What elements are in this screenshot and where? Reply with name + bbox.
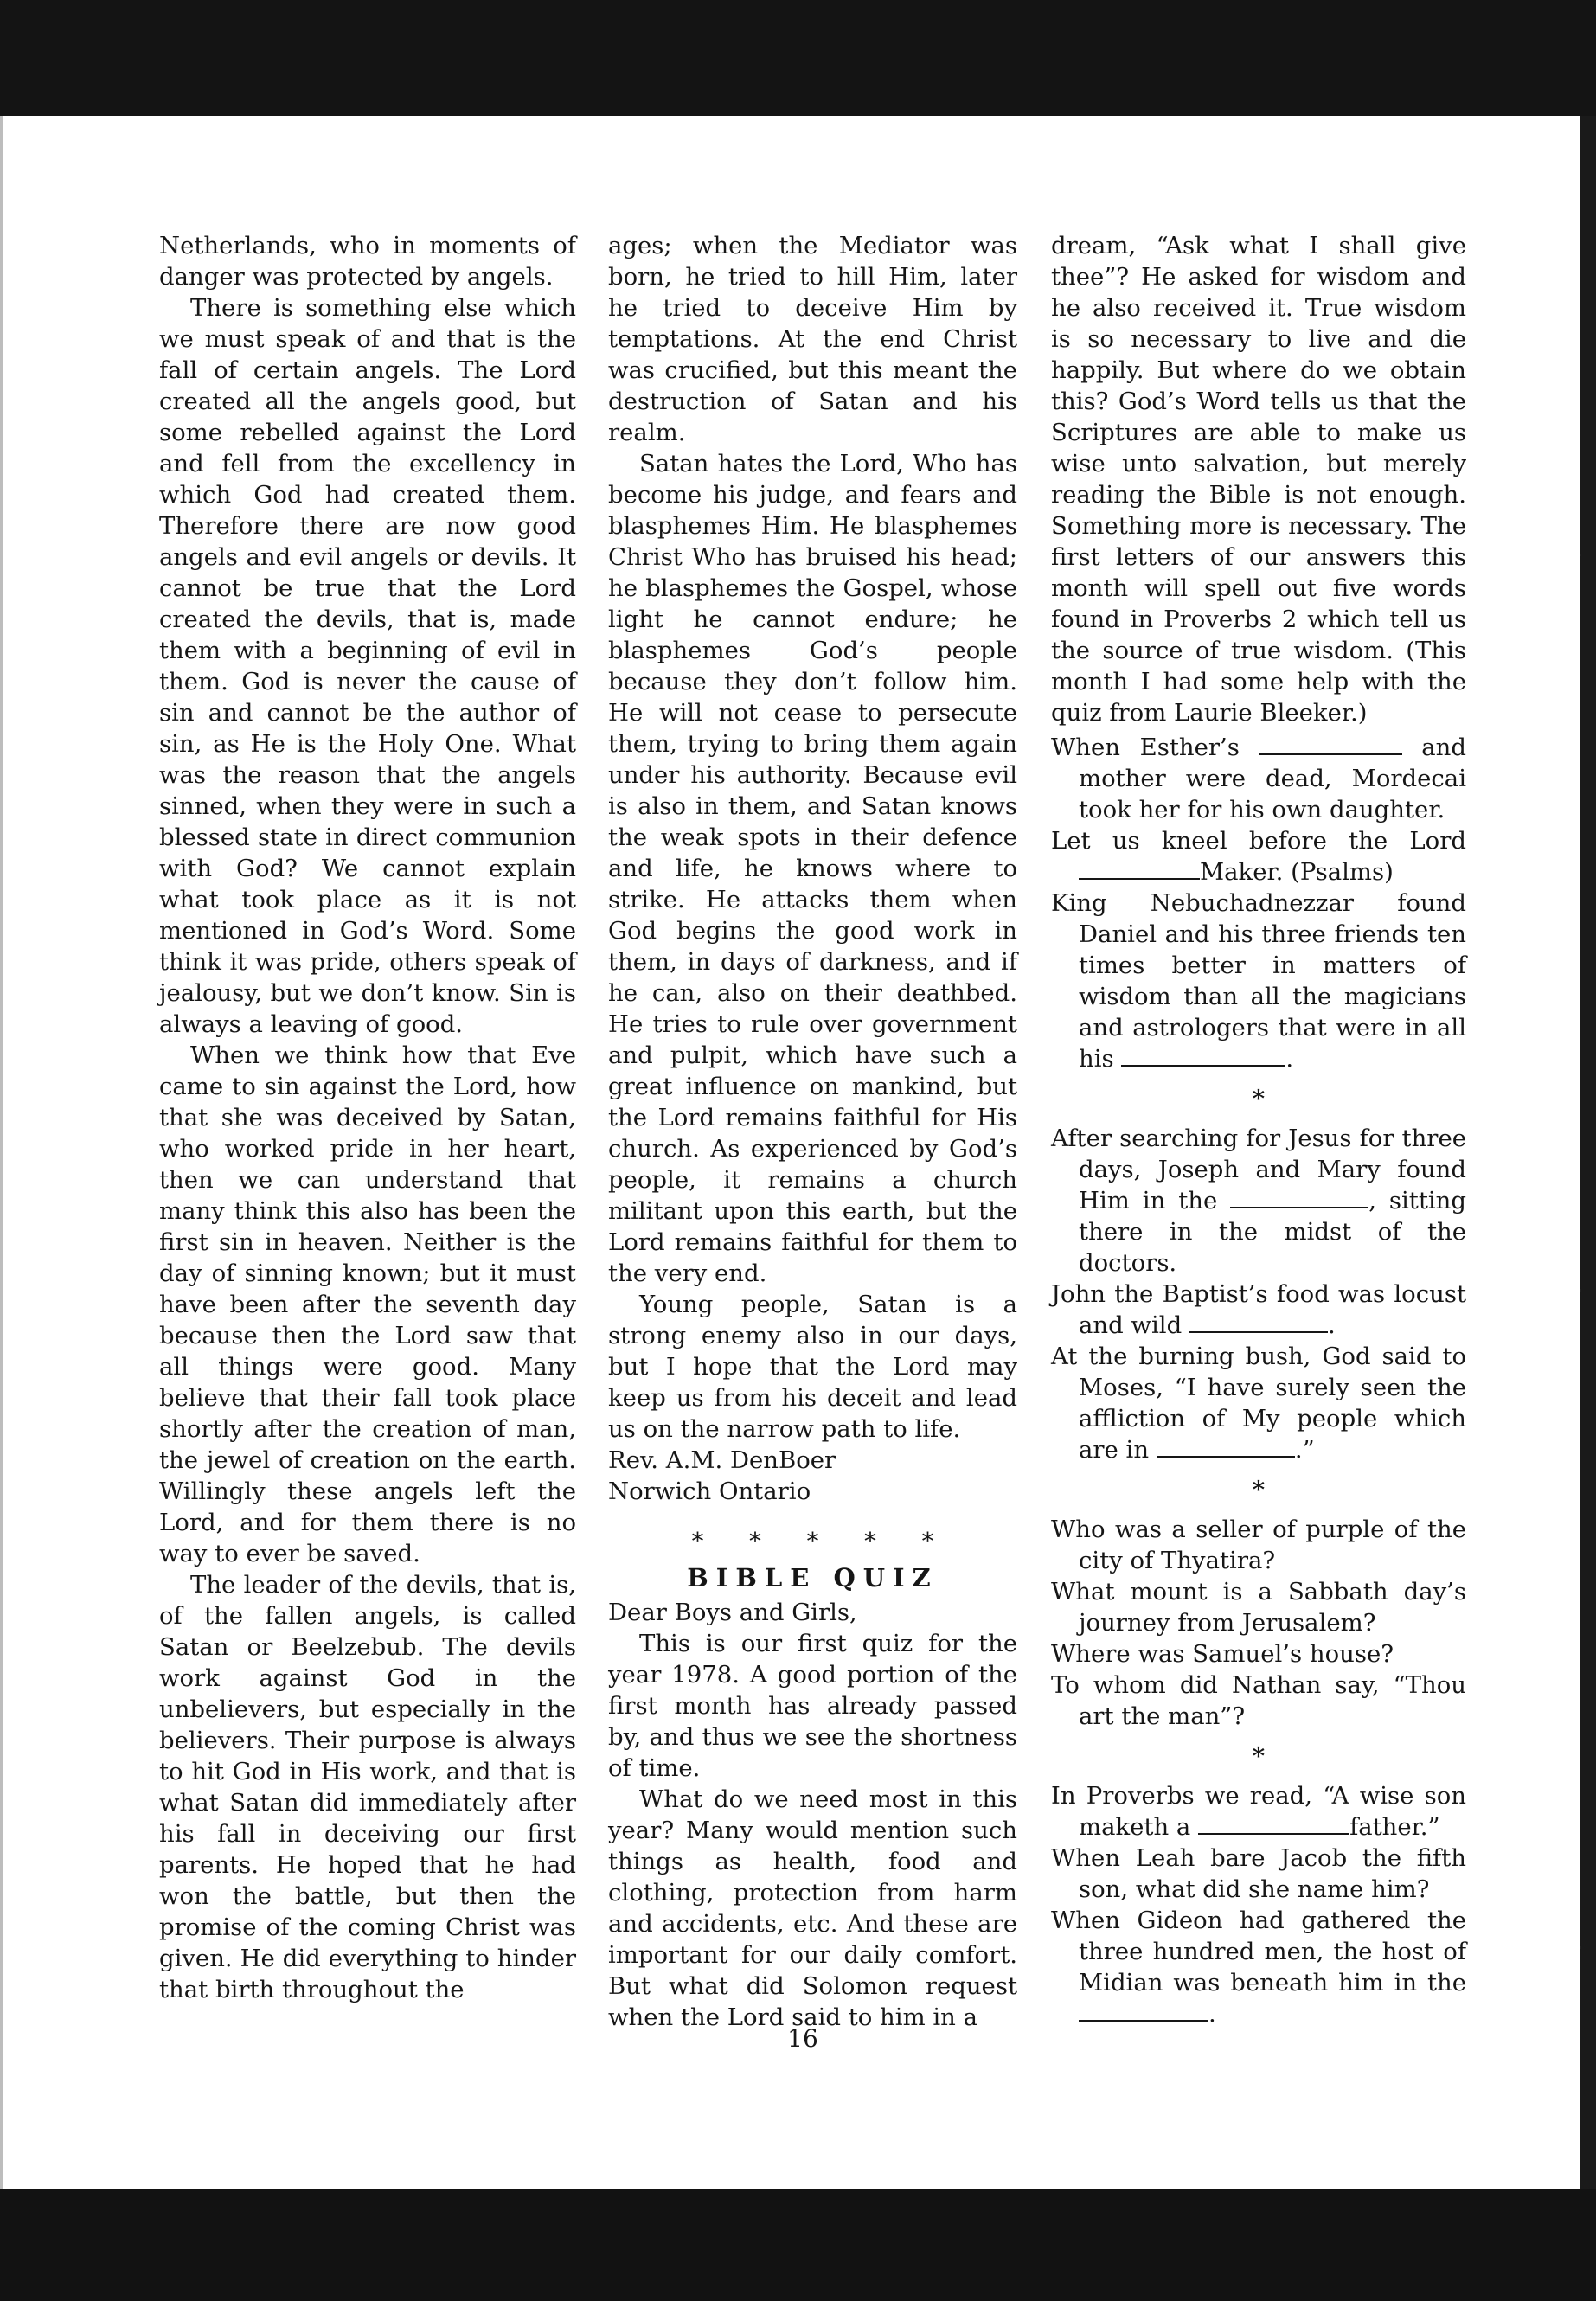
quiz-question: Where was Samuel’s house? bbox=[1051, 1640, 1394, 1668]
quiz-question bbox=[1051, 1123, 1466, 1279]
answer-blank bbox=[1259, 734, 1402, 755]
answer-blank bbox=[1189, 1312, 1328, 1333]
quiz-paragraph: What do we need most in this year? Many would mention such things as health, food and clothing, protection from harm and accidents, etc. And these are important for our daily comfort. But what did Solomon request when the Lord said to him in a bbox=[608, 1785, 1017, 2031]
question-separator: * bbox=[1252, 1085, 1266, 1112]
question-text: When Esther’s bbox=[1051, 734, 1240, 761]
article-paragraph: Netherlands, who in moments of danger was protected by angels. bbox=[159, 232, 576, 291]
question-text: Let us kneel before the Lord bbox=[1051, 827, 1466, 855]
question-text: Maker. (Psalms) bbox=[1200, 858, 1394, 886]
magazine-page bbox=[3, 116, 1580, 2189]
question-separator: * bbox=[1252, 1742, 1266, 1770]
column-right bbox=[1051, 230, 1466, 2029]
author-signature: Rev. A.M. DenBoer bbox=[608, 1446, 836, 1474]
question-period: . bbox=[1208, 2000, 1216, 2028]
quiz-salutation: Dear Boys and Girls, bbox=[608, 1599, 857, 1626]
answer-blank bbox=[1079, 859, 1200, 880]
question-period: . bbox=[1327, 1311, 1336, 1339]
quiz-question bbox=[1051, 732, 1466, 825]
quiz-question: When Leah bare Jacob the fifth son, what did she name him? bbox=[1051, 1844, 1466, 1903]
answer-blank bbox=[1079, 2001, 1208, 2022]
question-text: King Nebuchadnezzar found Daniel and his three friends ten times better in matters of wisdom than all the magicians and astrologers that were in all his bbox=[1051, 889, 1466, 1073]
article-paragraph: When we think how that Eve came to sin against the Lord, how that she was deceived by Satan, who worked pride in her heart, then we can understand that many think this also has been the first sin in heaven. Neither is the day of sinning known; but it must have been after the seventh day because then the Lord saw that all things were good. Many believe that their fall took place shortly after the creation of man, the jewel of creation on the earth. Willingly these angels left the Lord, and for them there is no way to ever be saved. bbox=[159, 1042, 576, 1567]
scan-top-border bbox=[0, 0, 1596, 116]
question-text: , sitting there in the midst of the doctors. bbox=[1079, 1187, 1466, 1277]
author-location: Norwich Ontario bbox=[608, 1477, 811, 1505]
answer-blank bbox=[1230, 1188, 1368, 1208]
article-paragraph: Young people, Satan is a strong enemy also in our days, but I hope that the Lord may keep us from his deceit and lead us on the narrow path to life. bbox=[608, 1291, 1017, 1443]
question-period: . bbox=[1285, 1045, 1294, 1073]
quiz-question bbox=[1051, 1341, 1466, 1465]
quiz-paragraph: This is our first quiz for the year 1978. A good portion of the first month has already passed by, and thus we see the shortness of time. bbox=[608, 1630, 1017, 1782]
quiz-question bbox=[1051, 1905, 1466, 2029]
answer-blank bbox=[1121, 1046, 1285, 1067]
question-text: and mother were dead, Mordecai took her for his own daughter. bbox=[1079, 734, 1466, 824]
question-separator: * bbox=[1252, 1476, 1266, 1503]
quiz-intro: dream, “Ask what I shall give thee”? He asked for wisdom and he also received it. True wisdom is so necessary to live and die happily. But where do we obtain this? God’s Word tells us that the Scriptures are able to make us wise unto salvation, but merely reading the Bible is not enough. Something more is necessary. The first letters of our answers this month will spell out five words found in Proverbs 2 which tell us the source of true wisdom. (This month I had some help with the quiz from Laurie Bleeker.) bbox=[1051, 232, 1466, 727]
scan-right-edge bbox=[1580, 116, 1596, 2189]
article-paragraph: Satan hates the Lord, Who has become his judge, and fears and blasphemes Him. He blasphemes Christ Who has bruised his head; he blasphemes the Gospel, whose light he cannot endure; he blasphemes God’s people because they don’t follow him. He will not cease to persecute them, trying to bring them again under his authority. Because evil is also in them, and Satan knows the weak spots in their defence and life, he knows where to strike. He attacks them when God begins the good work in them, in days of darkness, and if he can, also on their deathbed. He tries to rule over government and pulpit, which have such a great influence on mankind, but the Lord remains faithful for His church. As experienced by God’s people, it remains a church militant upon this earth, but the Lord remains faithful for them to the very end. bbox=[608, 450, 1017, 1287]
article-paragraph: The leader of the devils, that is, of the fallen angels, is called Satan or Beelzebub. The devils work against God in the unbelievers, but especially in the believers. Their purpose is always to hit God in His work, and that is what Satan did immediately after his fall in deceiving our first parents. He hoped that he had won the battle, but then the promise of the coming Christ was given. He did everything to hinder that birth throughout the bbox=[159, 1571, 576, 2003]
question-text: In Proverbs we read, “A wise son maketh a bbox=[1051, 1782, 1466, 1841]
answer-blank bbox=[1157, 1437, 1295, 1458]
answer-blank bbox=[1198, 1814, 1349, 1835]
article-paragraph: ages; when the Mediator was born, he tried to hill Him, later he tried to deceive Him by temptations. At the end Christ was crucified, but this meant the destruction of Satan and his realm. bbox=[608, 232, 1017, 446]
column-middle bbox=[608, 230, 1017, 2033]
quiz-question: Who was a seller of purple of the city of Thyatira? bbox=[1051, 1516, 1466, 1574]
quiz-question bbox=[1051, 825, 1466, 888]
question-text: When Gideon had gathered the three hundred men, the host of Midian was beneath him in the bbox=[1051, 1907, 1466, 1997]
quiz-question bbox=[1051, 1279, 1466, 1341]
column-left bbox=[159, 230, 576, 2005]
question-text: At the burning bush, God said to Moses, “I have surely seen the affliction of My people which are in bbox=[1051, 1343, 1466, 1464]
question-text: John the Baptist’s food was locust and wild bbox=[1051, 1280, 1466, 1339]
question-text: After searching for Jesus for three days, Joseph and Mary found Him in the bbox=[1051, 1125, 1466, 1215]
question-close-quote: .” bbox=[1294, 1436, 1315, 1464]
quiz-question bbox=[1051, 888, 1466, 1074]
quiz-question: To whom did Nathan say, “Thou art the man”? bbox=[1051, 1671, 1466, 1730]
page-number: 16 bbox=[787, 2024, 818, 2053]
scan-bottom-border bbox=[0, 2189, 1596, 2301]
quiz-question: What mount is a Sabbath day’s journey from Jerusalem? bbox=[1051, 1578, 1466, 1637]
question-text: father.” bbox=[1349, 1813, 1440, 1841]
article-paragraph: There is something else which we must speak of and that is the fall of certain angels. The Lord created all the angels good, but some rebelled against the Lord and fell from the excellency in which God had created them. Therefore there are now good angels and evil angels or devils. It cannot be true that the Lord created the devils, that is, made them with a beginning of evil in them. God is never the cause of sin and cannot be the author of sin, as He is the Holy One. What was the reason that the angels sinned, when they were in such a blessed state in direct communion with God? We cannot explain what took place as it is not mentioned in God’s Word. Some think it was pride, others speak of jealousy, but we don’t know. Sin is always a leaving of good. bbox=[159, 294, 576, 1038]
section-divider-stars: * * * * * bbox=[691, 1528, 953, 1555]
quiz-question bbox=[1051, 1780, 1466, 1843]
quiz-heading: BIBLE QUIZ bbox=[687, 1563, 939, 1593]
